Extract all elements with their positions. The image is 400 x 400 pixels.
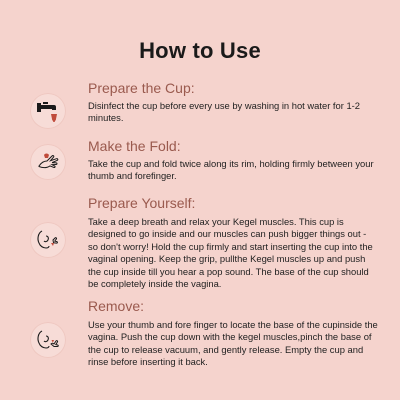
hand-fold-icon xyxy=(30,144,66,180)
faucet-icon xyxy=(30,93,66,129)
step-body: Disinfect the cup before every use by washing in hot water for 1-2 minutes. xyxy=(88,100,361,124)
remove-icon xyxy=(30,322,66,358)
step-body: Take a deep breath and relax your Kegel muscles. This cup is designed to go inside and our muscles can push bigger things out - so don't worry! Hold the cup firmly and start inserting the cup into the vaginal opening. Keep the grip, pullthe Kegel muscles up and push the cup inside till you hear a pop sound. The base of the cup should be completely inside the vagina. xyxy=(88,216,373,290)
step-body: Use your thumb and fore finger to locate the base of the cupinside the vagina. Push the cup down with the kegel muscles,pinch the base of the cup to release vacuum, and gently release. Empty the cup and rinse before inserting it back. xyxy=(88,319,378,368)
step-heading: Remove: xyxy=(88,298,145,314)
page-title: How to Use xyxy=(139,38,261,63)
step-heading: Make the Fold: xyxy=(88,138,181,154)
step-body: Take the cup and fold twice along its rim, holding firmly between your thumb and forefinger. xyxy=(88,158,374,182)
step-heading: Prepare Yourself: xyxy=(88,195,196,211)
step-heading: Prepare the Cup: xyxy=(88,80,195,96)
insert-icon xyxy=(30,222,66,258)
